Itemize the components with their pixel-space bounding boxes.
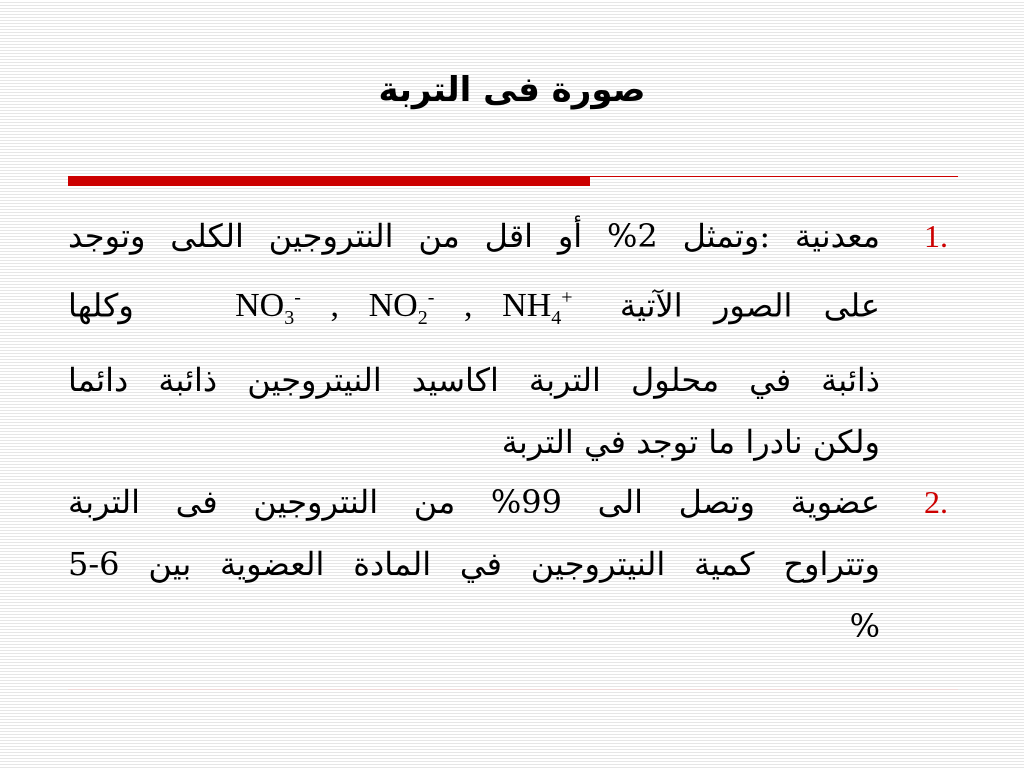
item-1-line-4: ولكن نادرا ما توجد في التربة xyxy=(501,423,880,462)
item-1-line-1: معدنية :وتمثل 2% أو اقل من النتروجين الكلى وتوجد xyxy=(68,217,880,255)
chemical-formulas: $NO_3^-$ , $NO_2^-$ , $NH_4^+$ xyxy=(235,287,573,330)
bullet-list xyxy=(68,205,958,657)
item-2-line-3: % xyxy=(849,607,880,646)
title-divider-accent xyxy=(68,176,590,186)
item-1-line-2 xyxy=(68,267,880,349)
title-divider-line xyxy=(590,176,958,177)
title-divider xyxy=(68,176,958,186)
item-1-line-2-pre: على الصور الآتية xyxy=(619,286,881,325)
item-number: 2. xyxy=(924,484,948,521)
list-item-1 xyxy=(68,205,958,473)
list-item-2 xyxy=(68,471,958,657)
item-1-line-3: ذائبة في محلول التربة اكاسيد النيتروجين ذائبة دائما xyxy=(68,361,880,400)
slide-title: صورة فى التربة xyxy=(378,70,646,110)
item-number: 1. xyxy=(924,218,948,254)
item-1-line-2-post: وكلها xyxy=(68,286,134,325)
item-2-line-1: عضوية وتصل الى 99% من النتروجين فى التربة xyxy=(68,483,881,522)
item-2-line-2: وتتراوح كمية النيتروجين في المادة العضوية بين 6-5 xyxy=(68,545,881,584)
footer-divider xyxy=(68,689,958,690)
